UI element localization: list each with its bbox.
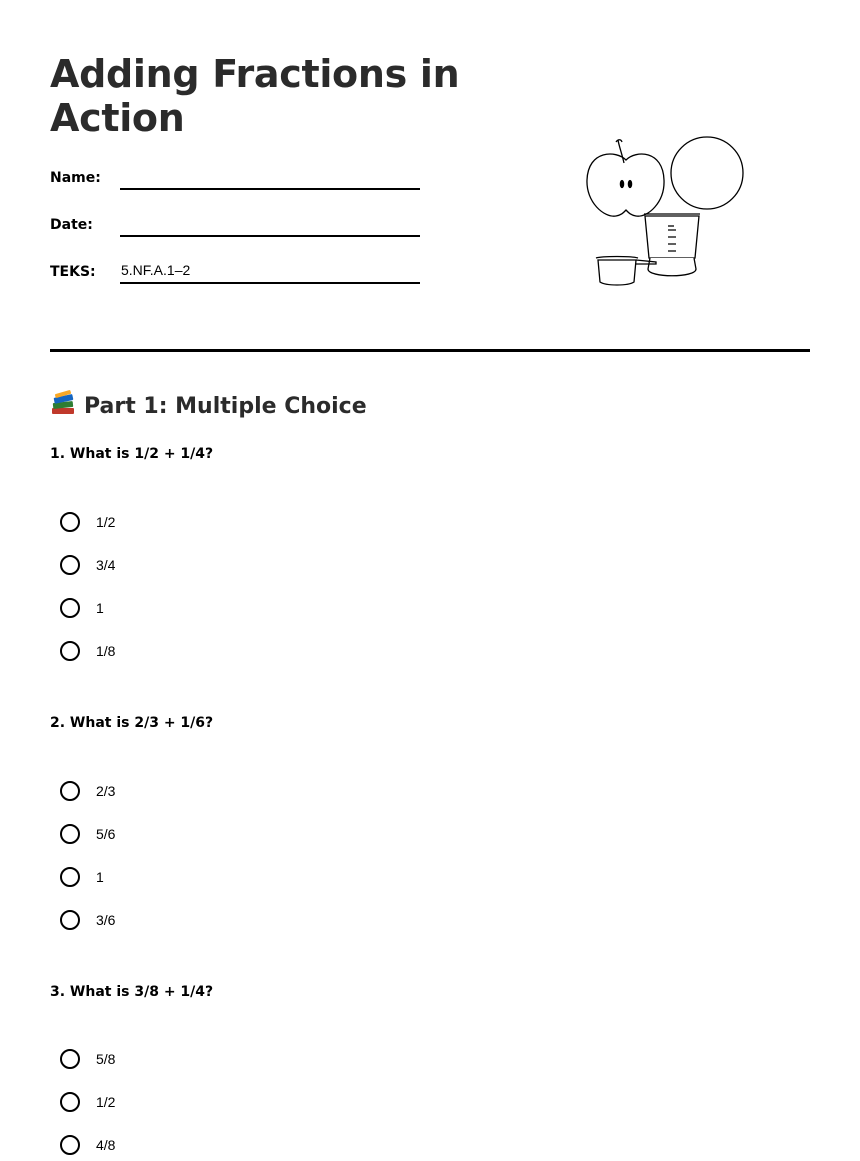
apple-icon [587,140,664,216]
radio-button[interactable] [60,641,80,661]
teks-label: TEKS: [50,264,96,280]
q3-option-3[interactable] [60,1133,115,1157]
option-label: 3/4 [96,557,116,573]
radio-button[interactable] [60,598,80,618]
q3-option-2[interactable] [60,1090,115,1114]
orange-icon [671,137,743,209]
option-label: 3/6 [96,912,116,928]
books-icon [50,390,76,424]
date-label: Date: [50,217,93,233]
section-title: Part 1: Multiple Choice [84,394,367,419]
option-label: 5/6 [96,826,116,842]
name-line [120,188,420,190]
q2-option-3[interactable] [60,865,104,889]
question-1-text: 1. What is 1/2 + 1/4? [50,446,214,462]
measuring-cup-icon [596,257,656,286]
option-label: 1/8 [96,643,116,659]
teks-field[interactable] [50,254,420,284]
teks-value[interactable]: 5.NF.A.1–2 [121,262,191,278]
option-label: 1 [96,600,104,616]
q1-option-1[interactable] [60,510,115,534]
option-label: 4/8 [96,1137,116,1153]
option-label: 1/2 [96,514,116,530]
option-label: 2/3 [96,783,116,799]
teks-line [120,282,420,284]
radio-button[interactable] [60,824,80,844]
radio-button[interactable] [60,1135,80,1155]
q1-option-4[interactable] [60,639,115,663]
name-field[interactable] [50,160,420,190]
q2-option-1[interactable] [60,779,115,803]
radio-button[interactable] [60,781,80,801]
page-title: Adding Fractions in Action [50,52,460,140]
option-label: 1 [96,869,104,885]
question-2-text: 2. What is 2/3 + 1/6? [50,715,214,731]
radio-button[interactable] [60,1092,80,1112]
radio-button[interactable] [60,910,80,930]
q2-option-2[interactable] [60,822,115,846]
radio-button[interactable] [60,555,80,575]
section-divider [50,349,810,352]
radio-button[interactable] [60,512,80,532]
q3-option-1[interactable] [60,1047,115,1071]
question-3-text: 3. What is 3/8 + 1/4? [50,984,214,1000]
radio-button[interactable] [60,867,80,887]
date-line [120,235,420,237]
blender-icon [644,214,700,276]
q1-option-2[interactable] [60,553,115,577]
name-label: Name: [50,170,101,186]
radio-button[interactable] [60,1049,80,1069]
q2-option-4[interactable] [60,908,115,932]
option-label: 1/2 [96,1094,116,1110]
option-label: 5/8 [96,1051,116,1067]
apple-and-blender-drawing [582,136,752,288]
q1-option-3[interactable] [60,596,104,620]
section-heading [50,390,367,424]
date-field[interactable] [50,207,420,237]
